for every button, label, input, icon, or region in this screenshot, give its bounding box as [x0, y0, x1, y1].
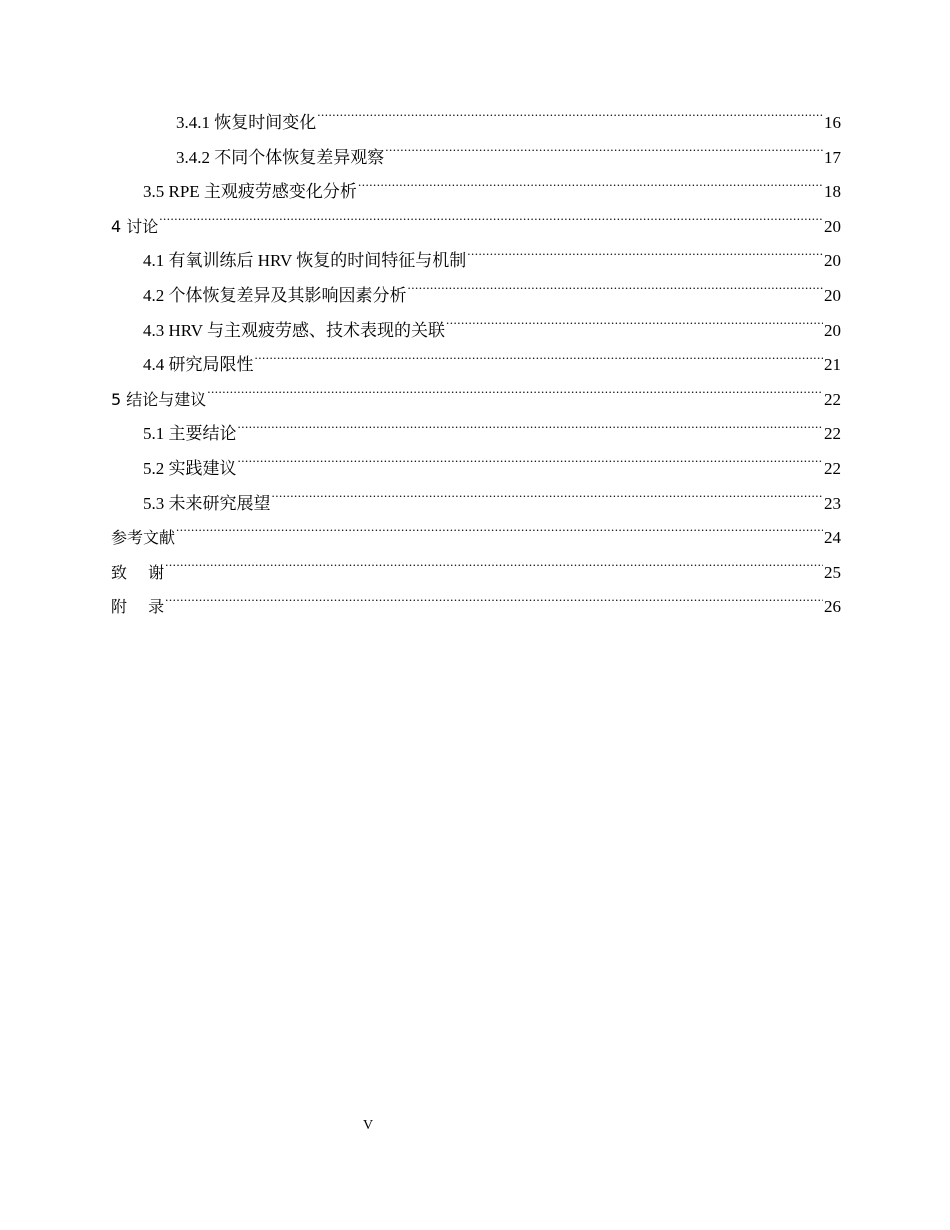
toc-entry[interactable] — [111, 314, 841, 349]
toc-entry-page: 20 — [824, 320, 841, 340]
toc-leader-dots — [165, 595, 823, 612]
toc-entry-label: 致 谢 — [111, 562, 165, 582]
toc-entry[interactable] — [111, 383, 841, 418]
toc-leader-dots — [207, 388, 823, 405]
toc-entry[interactable] — [111, 175, 841, 210]
toc-entry-page: 26 — [824, 597, 841, 617]
toc-entry[interactable] — [111, 210, 841, 245]
toc-entry[interactable] — [111, 279, 841, 314]
toc-entry-page: 21 — [824, 355, 841, 375]
toc-leader-dots — [176, 526, 823, 543]
toc-leader-dots — [408, 284, 824, 301]
toc-leader-dots — [467, 249, 823, 266]
toc-entry-label: 4.1 有氧训练后 HRV 恢复的时间特征与机制 — [143, 251, 467, 271]
toc-entry[interactable] — [111, 590, 841, 625]
toc-entry[interactable] — [111, 521, 841, 556]
toc-leader-dots — [446, 319, 823, 336]
toc-entry-label: 3.4.2 不同个体恢复差异观察 — [176, 147, 385, 167]
toc-entry[interactable] — [111, 106, 841, 141]
toc-entry-page: 23 — [824, 493, 841, 513]
toc-entry-label: 3.4.1 恢复时间变化 — [176, 113, 317, 132]
toc-entry[interactable] — [111, 487, 841, 522]
toc-leader-dots — [358, 180, 823, 197]
toc-entry-label: 附 录 — [111, 597, 165, 617]
toc-entry-label: 4.2 个体恢复差异及其影响因素分析 — [143, 285, 407, 305]
toc-entry-label: 3.5 RPE 主观疲劳感变化分析 — [143, 182, 357, 202]
toc-entry[interactable] — [111, 452, 841, 487]
toc-entry-page: 24 — [824, 528, 841, 548]
page-number: V — [362, 1118, 374, 1133]
toc-entry-label: 4.3 HRV 与主观疲劳感、技术表现的关联 — [143, 320, 445, 340]
toc-entry-page: 22 — [824, 458, 841, 478]
toc-entry[interactable] — [111, 141, 841, 176]
toc-entry[interactable] — [111, 348, 841, 383]
toc-leader-dots — [165, 561, 823, 578]
toc-entry-page: 20 — [824, 251, 841, 271]
table-of-contents — [111, 106, 841, 625]
toc-entry-label: 5 结论与建议 — [111, 389, 207, 409]
toc-entry-label: 5.2 实践建议 — [143, 458, 237, 478]
toc-entry-page: 17 — [824, 147, 841, 167]
toc-entry-page: 25 — [824, 562, 841, 582]
toc-entry-page: 22 — [824, 424, 841, 444]
toc-leader-dots — [317, 111, 823, 128]
toc-leader-dots — [255, 353, 824, 370]
toc-entry-page: 16 — [824, 113, 841, 132]
toc-leader-dots — [238, 422, 824, 439]
toc-entry[interactable] — [111, 417, 841, 452]
toc-leader-dots — [159, 215, 823, 232]
toc-leader-dots — [238, 457, 824, 474]
toc-entry-label: 5.1 主要结论 — [143, 424, 237, 444]
toc-entry-label: 参考文献 — [111, 528, 176, 548]
toc-entry-label: 4.4 研究局限性 — [143, 355, 254, 375]
toc-entry-page: 22 — [824, 389, 841, 409]
toc-entry[interactable] — [111, 244, 841, 279]
toc-entry-page: 20 — [824, 216, 841, 236]
toc-leader-dots — [385, 146, 823, 163]
toc-entry-label: 5.3 未来研究展望 — [143, 493, 271, 513]
toc-entry-page: 20 — [824, 285, 841, 305]
toc-leader-dots — [272, 492, 824, 509]
toc-entry-label: 4 讨论 — [111, 216, 159, 236]
toc-entry[interactable] — [111, 556, 841, 591]
toc-entry-page: 18 — [824, 182, 841, 202]
